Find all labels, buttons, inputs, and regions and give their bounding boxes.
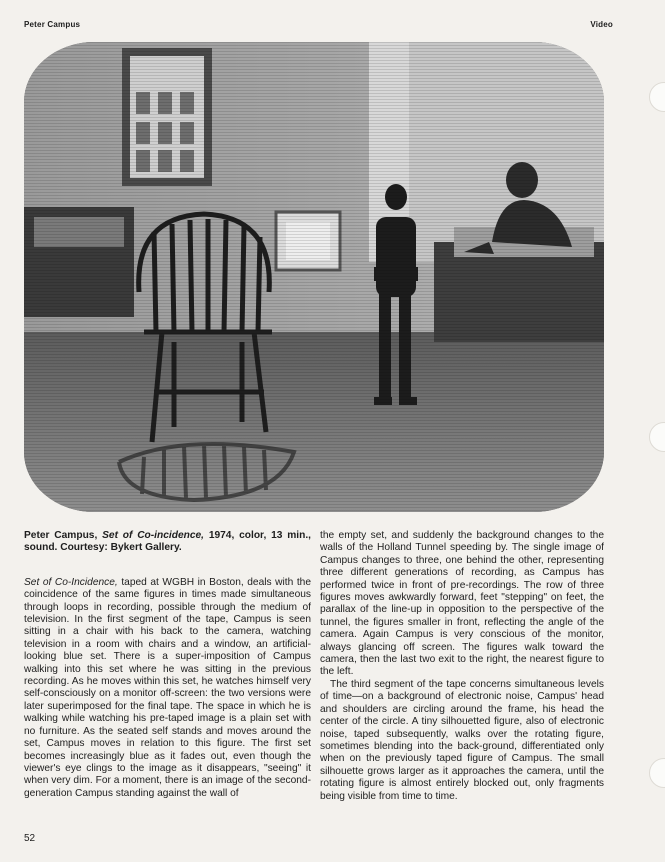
caption-artist: Peter Campus, [24,530,98,541]
text-column-right [320,530,604,803]
body-paragraph: The third segment of the tape concerns simultaneous levels of time—on a background of electronic noise, Campus' head and shoulders are circling around the frame, his head the center of the circle. A tiny silhouetted figure, also of electronic noise, taped subsequently, walks over the rotating figure, sometimes blending into the back-ground, differentiated only when on the previously taped figure of Campus. The small silhouette grows larger as it approaches the camera, until the rotating figure is almost entirely blocked out, only fragments being visible from time to time. [320,678,604,802]
work-title: Set of Co-Incidence, [24,576,118,588]
caption-title: Set of Co-incidence, [102,530,204,541]
running-header-section: Video [590,20,613,29]
running-header-artist: Peter Campus [24,20,81,29]
binder-hole [649,758,665,788]
binder-hole [649,422,665,452]
text-column-left [24,530,311,800]
binder-hole [649,82,665,112]
page-number: 52 [24,833,36,844]
figure-caption [24,530,311,555]
video-still-icon [24,42,604,512]
paragraph-text: taped at WGBH in Boston, deals with the coincidence of the same figures in times made simultaneous through loops in recording, possible through the medium of television. In the first segment of the tape, Campus is seen sitting in a chair with his back to the camera, watching television in a room with chairs and a window, an artificial-looking blue set. There is a super-imposition of Campus walking into this set where he was sitting in the previous recording. As he moves within this set, he watches himself very self-consciously on a monitor off-screen: the two versions were later superimposed for the final tape. The space in which he is walking while watching his pre-taped image is a plain set with no furniture. As the seated self stands and moves around the set, Campus moves in relation to this figure. The first set becomes increasingly blue as it fades out, even though the viewer's eye clings to the image as it disappears, "seeing" it when very dim. For a moment, there is an image of the second-generation Campus standing against the wall of [24,576,311,799]
video-still [24,42,604,512]
body-paragraph: the empty set, and suddenly the background changes to the walls of the Holland Tunnel speeding by. The single image of Campus changes to three, one behind the other, representing three different generations of recording, as Campus has performed twice in front of pre-recordings. The row of three figures moves awkwardly forward, feet "stepping" on feet, the parallax of the line-up in opposition to the perspective of the tunnel, the figures smaller in front, reflecting the angle of the camera. Again Campus is very conscious of the monitor, always glancing off screen. The figures walk toward the camera, then the last two exit to the right, the nearest figure to the left. [320,530,604,678]
caption-details: 1974, color, 13 min., sound. Courtesy: Bykert Gallery. [24,530,311,554]
body-paragraph [24,577,311,800]
